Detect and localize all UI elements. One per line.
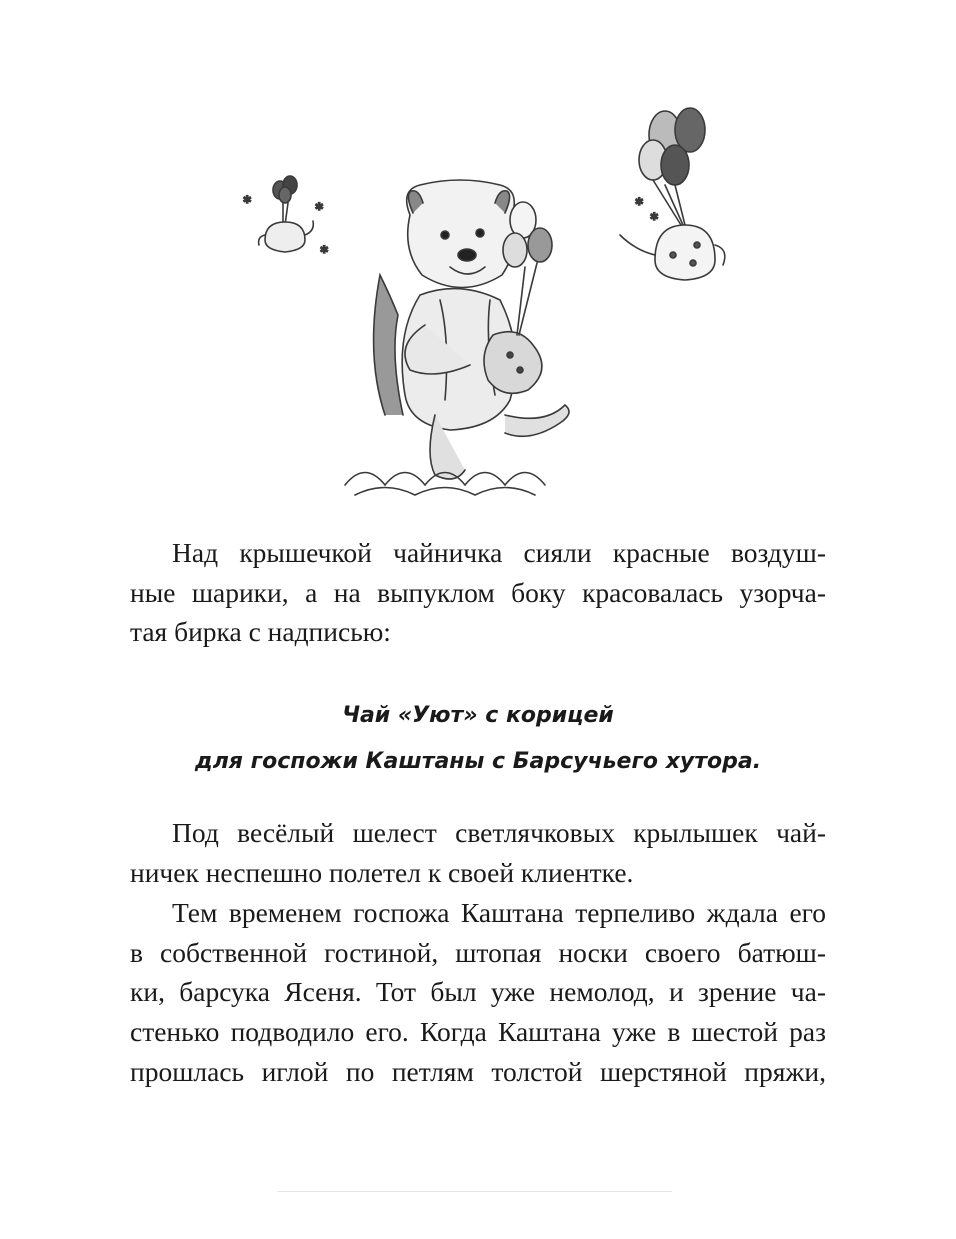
- svg-text:✲: ✲: [650, 212, 659, 223]
- paragraph-2-line-2: ничек неспешно полетел к своей клиентке.: [130, 856, 634, 888]
- tag-label-line-1: Чай «Уют» с корицей: [342, 703, 614, 728]
- paragraph-1: [130, 533, 826, 652]
- svg-text:✲: ✲: [320, 245, 329, 256]
- paragraph-1-line-3: тая бирка с надписью:: [130, 616, 391, 648]
- paragraph-2: [130, 813, 826, 892]
- footer-rule: [277, 1191, 672, 1192]
- svg-text:✲: ✲: [315, 202, 324, 213]
- paragraph-3-line-2: в собственной гостиной, штопая носки своего батюш-: [130, 936, 826, 968]
- teapot-tag-label: [130, 693, 826, 785]
- quokka-character: [345, 180, 569, 495]
- teapot-balloons-right: [620, 108, 725, 280]
- paragraph-1-line-2: ные шарики, а на выпуклом боку красовалась узорча-: [130, 576, 826, 608]
- quokka-teapot-illustration: [235, 95, 735, 515]
- paragraph-1-line-1: Над крышечкой чайничка сияли красные воздуш-: [172, 537, 826, 568]
- paragraph-3: [130, 893, 826, 1092]
- paragraph-2-line-1: Под весёлый шелест светлячковых крылышек чай-: [172, 817, 826, 848]
- paragraph-3-line-4: стенько подводило его. Когда Каштана уже в шестой раз: [130, 1016, 826, 1048]
- svg-text:✲: ✲: [243, 195, 252, 206]
- paragraph-3-line-1: Тем временем госпожа Каштана терпеливо ждала его: [172, 897, 826, 928]
- paragraph-3-line-3: ки, барсука Ясеня. Тот был уже немолод, и зрение ча-: [130, 976, 826, 1008]
- paragraph-3-line-5: прошлась иглой по петлям толстой шерстяной пряжи,: [130, 1055, 826, 1087]
- svg-text:✲: ✲: [635, 197, 644, 208]
- tag-label-line-2: для госпожи Каштаны с Барсучьего хутора.: [194, 749, 762, 774]
- small-teapot-balloons-left: [243, 176, 328, 256]
